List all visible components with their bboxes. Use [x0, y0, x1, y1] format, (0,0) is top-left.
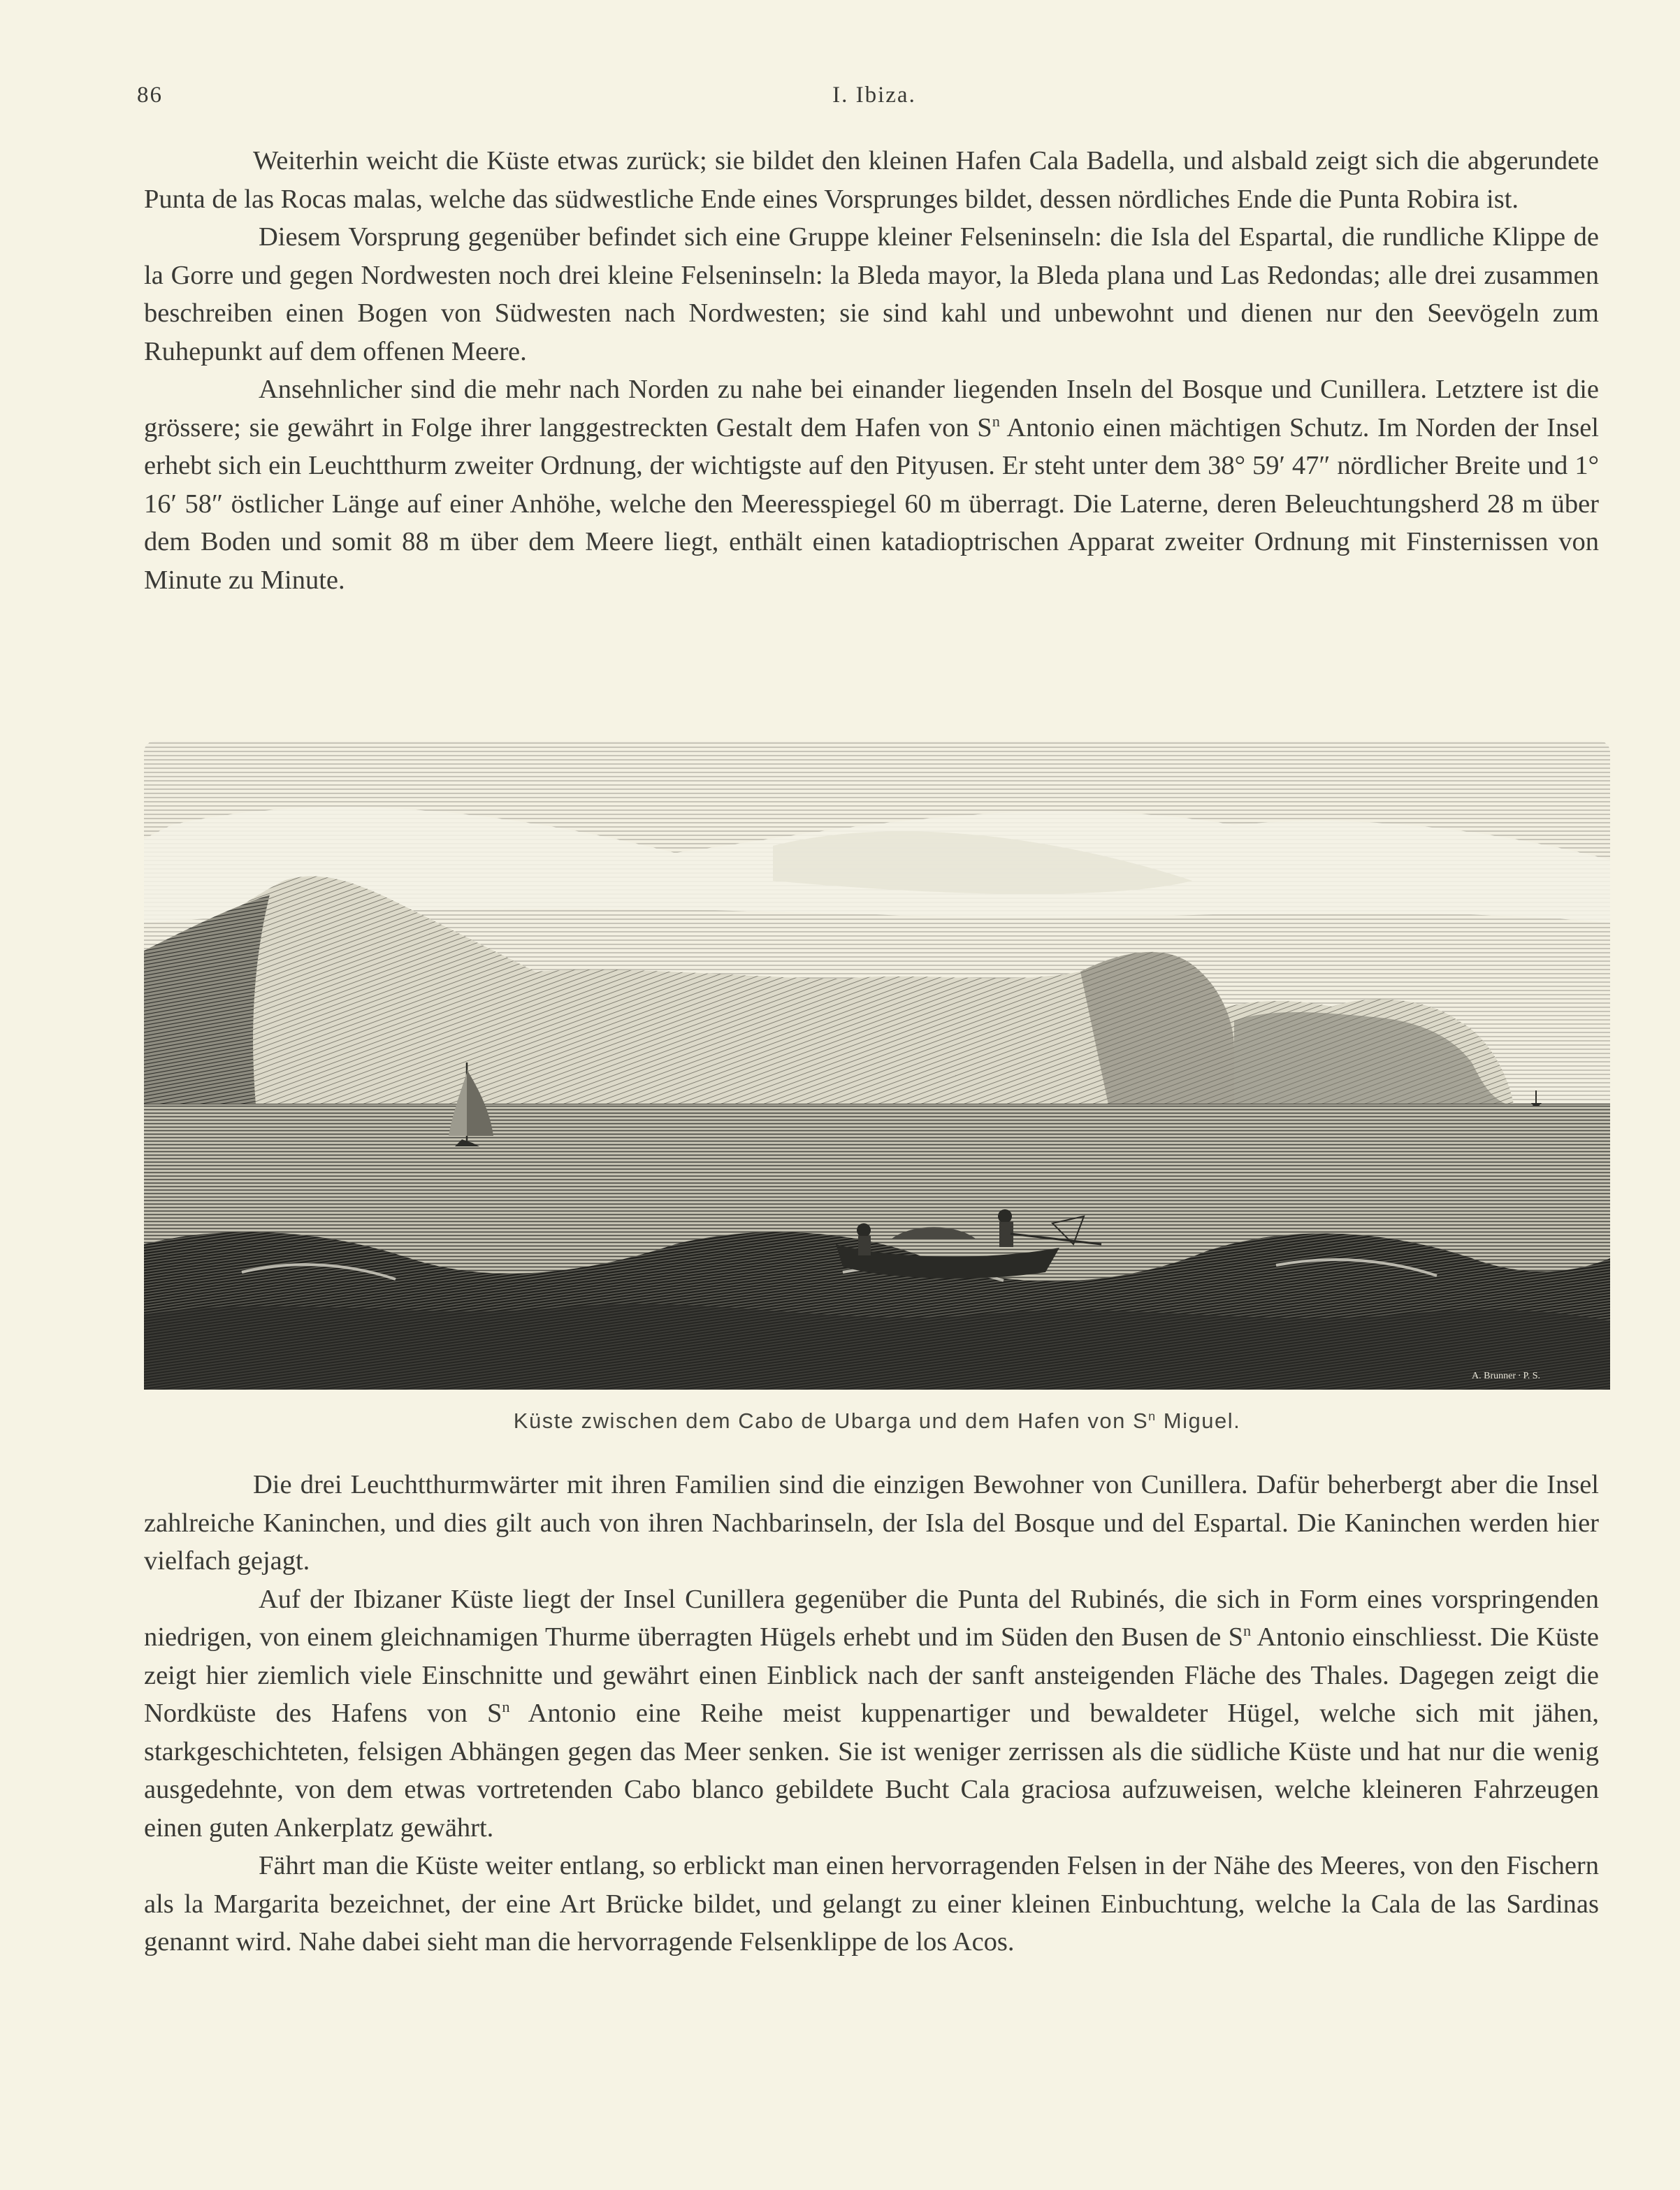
engraver-signature: A. Brunner ∙ P. S. — [1472, 1371, 1541, 1381]
paragraph-text: Auf der Ibizaner Küste liegt der Insel Cunillera gegenüber die Punta del Rubinés, die sich in Form eines vorspringenden niedrigen, von einem gleichnamigen Thurme überragten Hügels erhebt und im Süden den Busen de S — [144, 1584, 1599, 1652]
superscript-n: n — [992, 412, 1000, 430]
paragraph-punta-del-rubines — [144, 1580, 1599, 1847]
paragraph-cunillera-leuchtthurm — [144, 370, 1599, 599]
coast-engraving — [144, 741, 1610, 1390]
text-block-top — [144, 142, 1599, 599]
paragraph-leuchtthurmwaerter: Die drei Leuchtthurmwärter mit ihren Familien sind die einzigen Bewohner von Cunillera. Dafür beherbergt aber die Insel zahlreiche Kaninchen, und dies gilt auch von ihren Nachbarinseln, der Isla del Bosque und del Espartal. Die Kaninchen werden hier vielfach gejagt. — [144, 1470, 1599, 1576]
page-header — [137, 82, 1612, 117]
text-block-bottom — [144, 1466, 1599, 1961]
paragraph-text: Antonio einen mächtigen Schutz. Im Norden der Insel erhebt sich ein Leuchtthurm zweiter Ordnung, der wichtigste auf den Pityusen. Er steht unter dem 38° 59′ 47″ nördlicher Breite und 1° 16′ 58″ östlicher Länge auf einer Anhöhe, welche den Meeresspiegel 60 m überragt. Die Laterne, deren Beleuchtungsherd 28 m über dem Boden und somit 88 m über dem Meere liegt, enthält einen katadioptrischen Apparat zweiter Ordnung mit Finsternissen von Minute zu Minute. — [144, 412, 1600, 595]
page-number: 86 — [137, 82, 163, 108]
paragraph-text: Ansehnlicher sind die mehr nach Norden zu nahe bei einander liegenden Inseln del Bosque und Cunillera. Letztere ist die grössere; sie gewährt in Folge ihrer langgestreckten Gestalt dem Hafen von S — [144, 375, 1599, 442]
superscript-n: n — [502, 1698, 510, 1716]
paragraph-cala-badella: Weiterhin weicht die Küste etwas zurück; sie bildet den kleinen Hafen Cala Badella, und alsbald zeigt sich die abgerundete Punta de las Rocas malas, welche das südwestliche Ende eines Vorsprunges bildet, dessen nördliches Ende die Punta Robira ist. — [144, 146, 1599, 214]
paragraph-text: Antonio einschliesst. Die Küste zeigt hier ziemlich viele Einschnitte und gewährt einen Einblick nach der sanft ansteigenden Fläche des Thales. Dagegen zeigt die Nordküste des Hafens von S — [144, 1622, 1600, 1728]
engraving-illustration — [144, 741, 1610, 1390]
superscript-n: n — [1148, 1409, 1157, 1423]
paragraph-text: Antonio eine Reihe meist kuppenartiger und bewaldeter Hügel, welche sich mit jähen, starkgeschichteten, felsigen Abhängen gegen das Meer senken. Sie ist weniger zerrissen als die südliche Küste und hat nur die wenig ausgedehnte, von dem etwas vortretenden Cabo blanco gebildete Bucht Cala graciosa aufzuweisen, welche kleineren Fahrzeugen einen guten Ankerplatz gewährt. — [144, 1699, 1599, 1843]
figure-caption — [144, 1409, 1610, 1434]
caption-text: Miguel. — [1156, 1409, 1241, 1433]
running-title: I. Ibiza. — [832, 82, 916, 108]
caption-text: Küste zwischen dem Cabo de Ubarga und dem Hafen von S — [513, 1409, 1149, 1433]
paragraph-la-margarita: Fährt man die Küste weiter entlang, so erblickt man einen hervorragenden Felsen in der Nähe des Meeres, von den Fischern als la Margarita bezeichnet, der eine Art Brücke bildet, und gelangt zu einer kleinen Einbuchtung, welche la Cala de las Sardinas genannt wird. Nahe dabei sieht man die hervorragende Felsenklippe de los Acos. — [144, 1851, 1599, 1957]
superscript-n: n — [1243, 1622, 1252, 1640]
paragraph-felseninseln: Diesem Vorsprung gegenüber befindet sich eine Gruppe kleiner Felseninseln: die Isla del Espartal, die rundliche Klippe de la Gorre und gegen Nordwesten noch drei kleine Felseninseln: la Bleda mayor, la Bleda plana und Las Redondas; alle drei zusammen beschreiben einen Bogen von Südwesten nach Nordwesten; sie sind kahl und unbewohnt und dienen nur den Seevögeln zum Ruhepunkt auf dem offenen Meere. — [144, 222, 1599, 366]
